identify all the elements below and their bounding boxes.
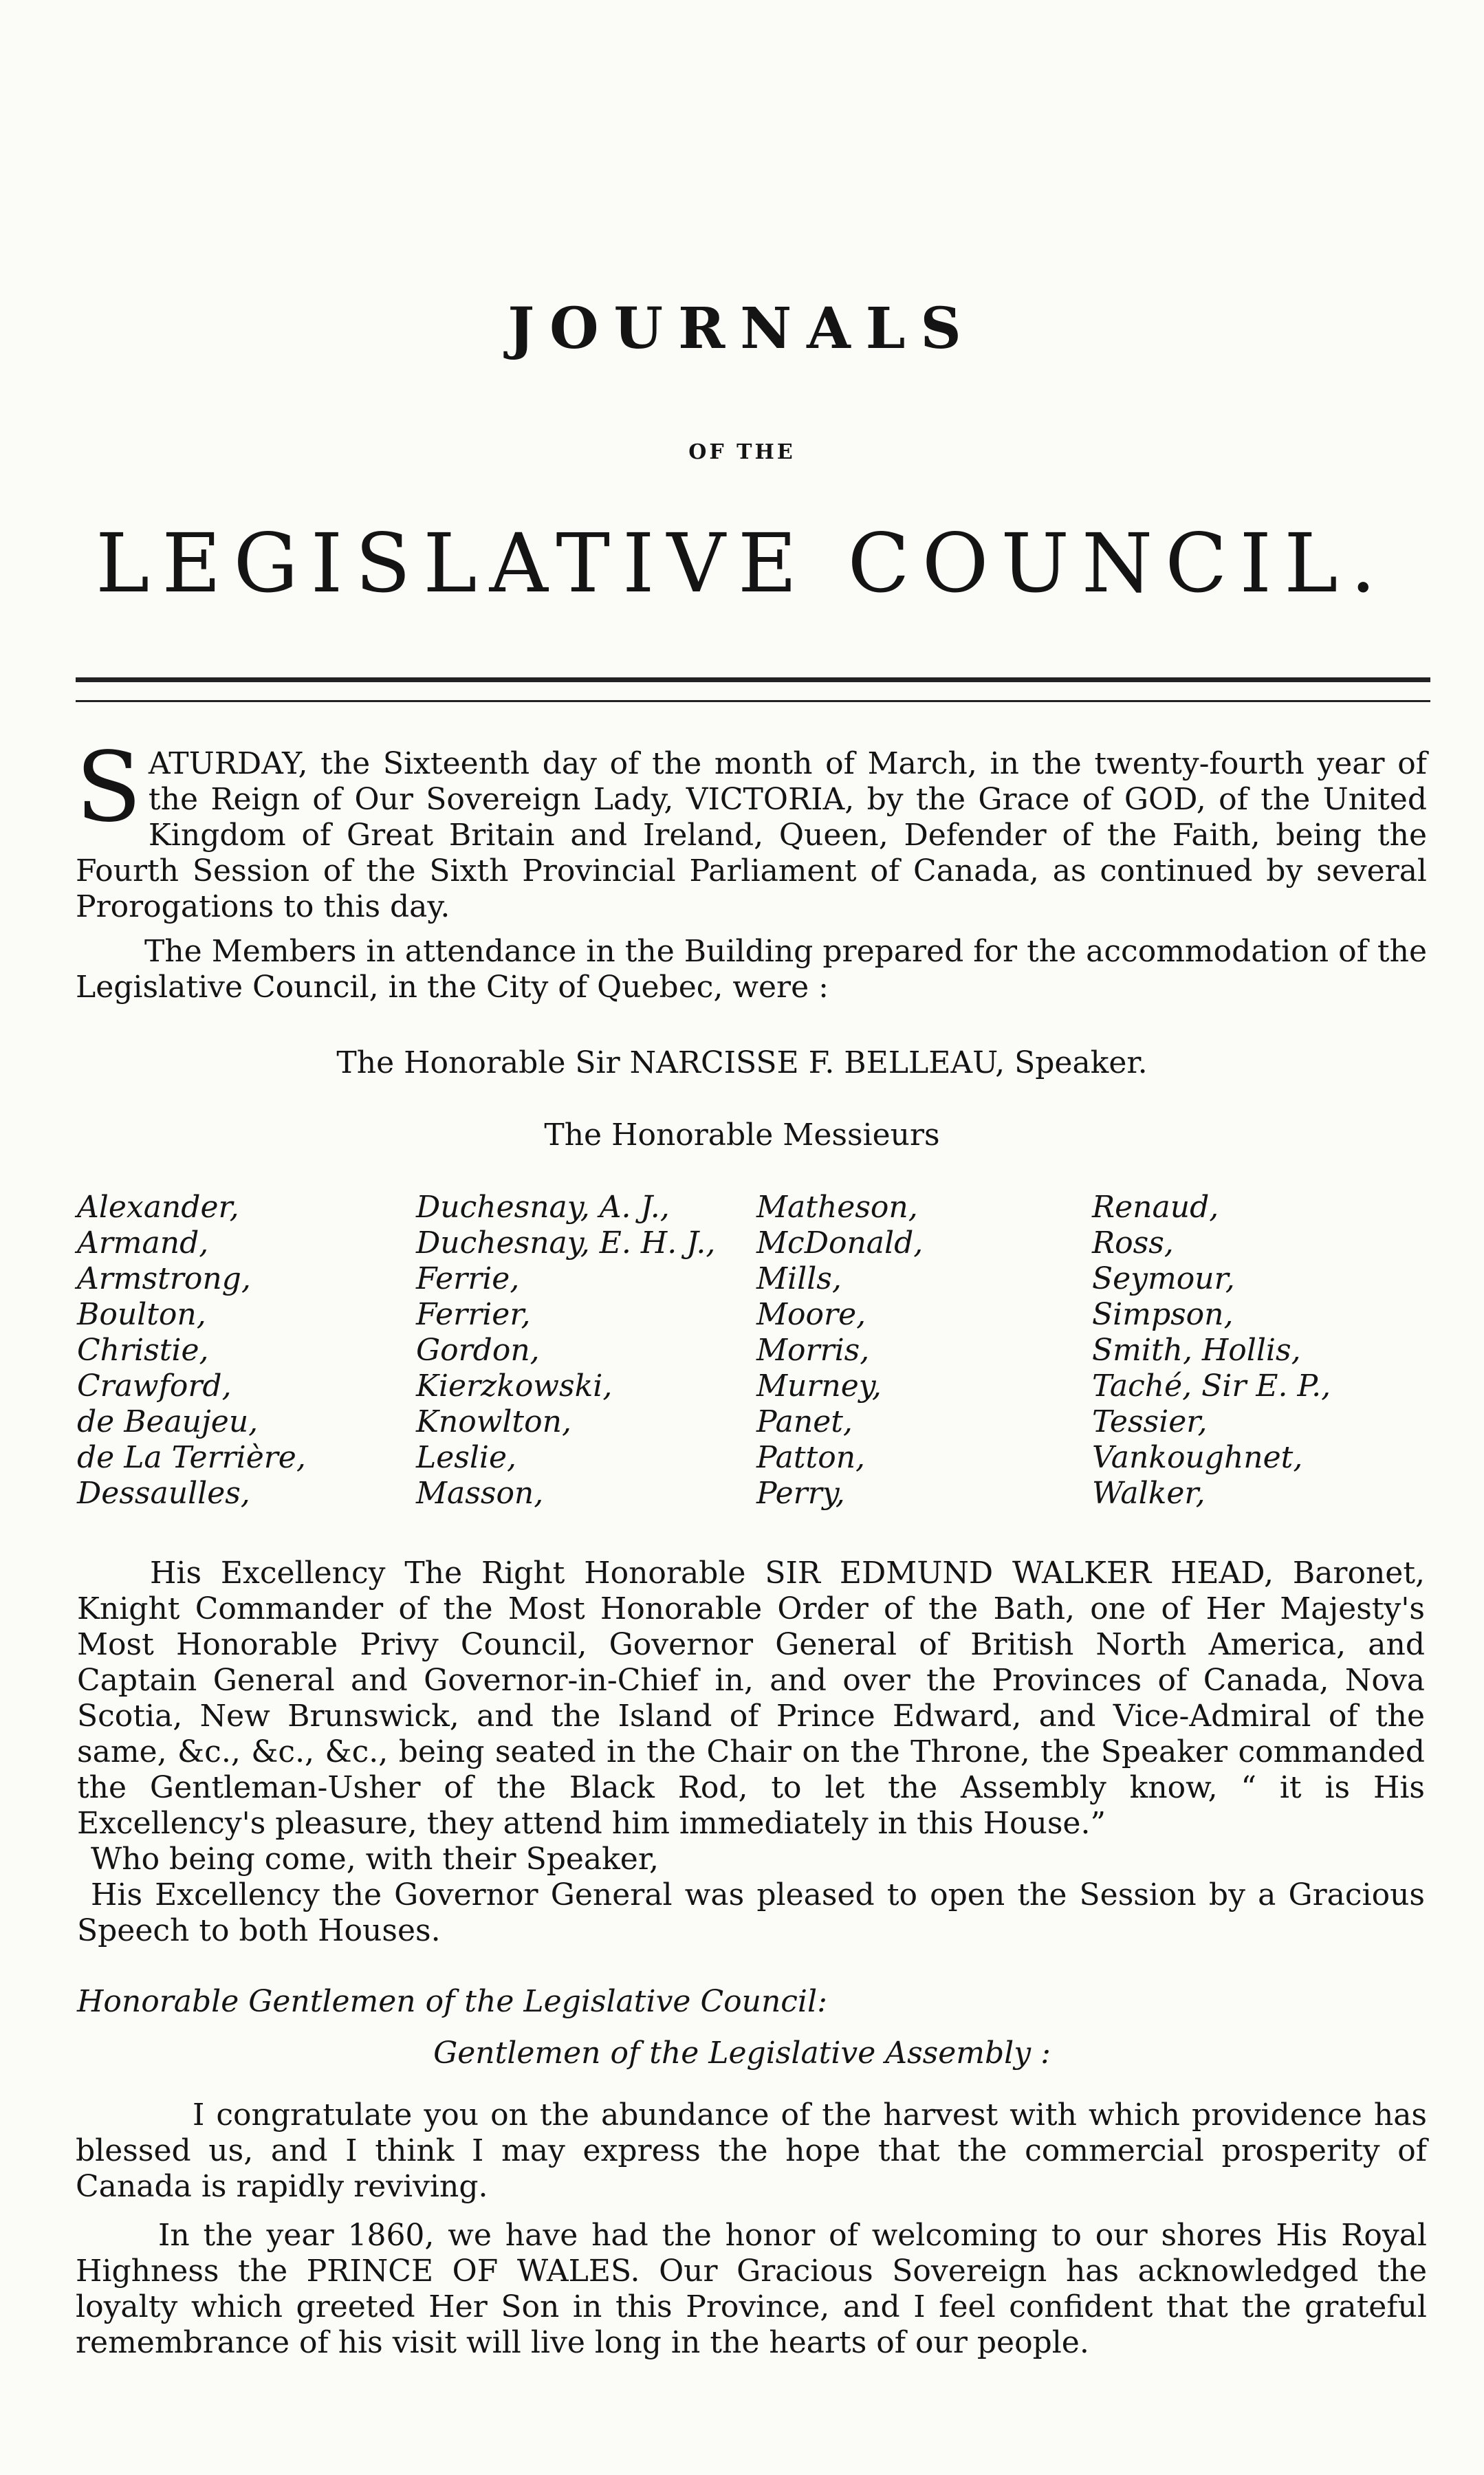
member-name: Kierzkowski, (416, 1369, 613, 1404)
legislative-council-title: LEGISLATIVE COUNCIL. (96, 516, 1388, 611)
drop-cap: S (76, 732, 142, 844)
opening-text: ATURDAY, the Sixteenth day of the month of March, in the twenty-fourth year of the Reign of Our Sovereign Lady, VICTORIA, by the Grace of GOD, of the United Kingdom of Great Britain and Ireland, Queen, Defender of the Faith, being the Fourth Session of the Sixth Provincial Parliament of Canada, as continued by several Prorogations to this day. (76, 746, 1427, 924)
member-name: Ferrier, (416, 1297, 531, 1332)
member-name: Walker, (1092, 1476, 1205, 1511)
member-name: Patton, (756, 1440, 866, 1475)
member-name: Simpson, (1092, 1297, 1234, 1332)
member-name: Vankoughnet, (1092, 1440, 1303, 1475)
messieurs-heading: The Honorable Messieurs (544, 1117, 940, 1153)
speaker-line: The Honorable Sir NARCISSE F. BELLEAU, Speaker. (336, 1045, 1148, 1080)
member-name: Leslie, (416, 1440, 517, 1475)
member-name: Morris, (756, 1333, 870, 1368)
member-name: Mills, (756, 1261, 842, 1296)
member-name: Duchesnay, E. H. J., (416, 1225, 716, 1261)
address-legislative-council: Honorable Gentlemen of the Legislative Council: (77, 1984, 827, 2019)
member-name: Perry, (756, 1476, 845, 1511)
member-name: Alexander, (77, 1190, 239, 1225)
member-name: Moore, (756, 1297, 866, 1332)
members-column-4 (1092, 1190, 1331, 1512)
speech-paragraph-harvest: I congratulate you on the abundance of the harvest with which providence has blessed us, and I think I may express the hope that the commercial prosperity of Canada is rapidly reviving. (76, 2097, 1427, 2204)
member-name: Christie, (77, 1333, 209, 1368)
member-name: Ross, (1092, 1225, 1174, 1261)
member-name: Masson, (416, 1476, 544, 1511)
of-the-subtitle: OF THE (688, 440, 796, 464)
members-column-3 (756, 1190, 923, 1512)
speaker-arrival-line: Who being come, with their Speaker, (91, 1842, 659, 1877)
opening-paragraph (76, 732, 1427, 925)
member-name: Boulton, (77, 1297, 206, 1332)
journals-title: JOURNALS (508, 296, 976, 362)
member-name: de La Terrière, (77, 1440, 306, 1475)
member-name: Gordon, (416, 1333, 540, 1368)
member-name: de Beaujeu, (77, 1404, 259, 1439)
member-name: Duchesnay, A. J., (416, 1190, 670, 1225)
speech-paragraph-prince: In the year 1860, we have had the honor of welcoming to our shores His Royal Highness the PRINCE OF WALES. Our Gracious Sovereign has acknowledged the loyalty which greeted Her Son in this Province, and I feel confident that the grateful remembrance of his visit will live long in the hearts of our people. (76, 2218, 1427, 2360)
member-name: Smith, Hollis, (1092, 1333, 1301, 1368)
member-name: Crawford, (77, 1369, 232, 1404)
double-rule-divider (76, 677, 1430, 702)
session-opening-line: His Excellency the Governor General was pleased to open the Session by a Gracious Speech to both Houses. (77, 1877, 1425, 1948)
member-name: Dessaulles, (77, 1476, 250, 1511)
member-name: Matheson, (756, 1190, 918, 1225)
member-name: Tessier, (1092, 1404, 1208, 1439)
address-legislative-assembly: Gentlemen of the Legislative Assembly : (433, 2036, 1051, 2071)
member-name: Armand, (77, 1225, 209, 1261)
members-column-2 (416, 1190, 715, 1512)
member-name: Seymour, (1092, 1261, 1235, 1296)
member-name: Panet, (756, 1404, 853, 1439)
member-name: Armstrong, (77, 1261, 251, 1296)
members-intro: The Members in attendance in the Building prepared for the accommodation of the Legislative Council, in the City of Quebec, were : (76, 934, 1427, 1005)
member-name: Murney, (756, 1369, 882, 1404)
member-name: Ferrie, (416, 1261, 520, 1296)
excellency-paragraphs (77, 1556, 1425, 1949)
member-name: Taché, Sir E. P., (1092, 1369, 1331, 1404)
member-name: Knowlton, (416, 1404, 571, 1439)
members-column-1 (77, 1190, 306, 1512)
member-name: McDonald, (756, 1225, 924, 1261)
excellency-entry-paragraph: His Excellency The Right Honorable SIR EDMUND WALKER HEAD, Baronet, Knight Commander of the Most Honorable Order of the Bath, one of Her Majesty's Most Honorable Privy Council, Governor General of British North America, and Captain General and Governor-in-Chief in, and over the Provinces of Canada, Nova Scotia, New Brunswick, and the Island of Prince Edward, and Vice-Admiral of the same, &c., &c., &c., being seated in the Chair on the Throne, the Speaker commanded the Gentleman-Usher of the Black Rod, to let the Assembly know, “ it is His Excellency's pleasure, they attend him immediately in this House.” (77, 1556, 1425, 1841)
member-name: Renaud, (1092, 1190, 1219, 1225)
